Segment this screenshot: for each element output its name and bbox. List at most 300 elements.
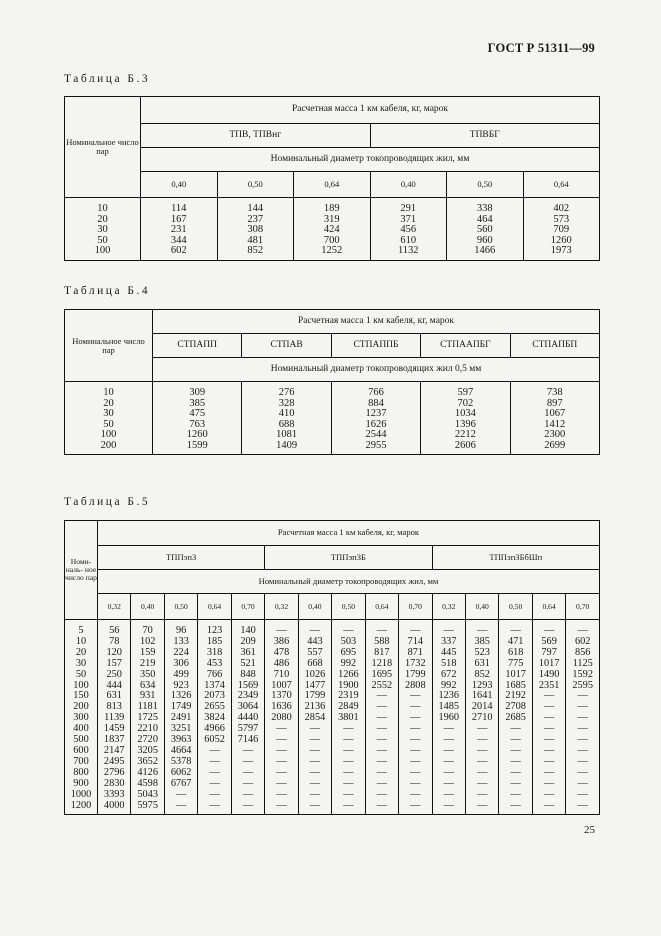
mass-value-cell: — [298, 801, 331, 815]
mass-value-cell: — [332, 735, 365, 746]
pair-count-cell: 900 [65, 779, 98, 790]
mass-value-cell: 2319 [332, 691, 365, 702]
pair-count-cell: 1200 [65, 801, 98, 815]
mass-value-cell: 371 [370, 215, 447, 226]
col-nominal-pairs: Номи- наль- ное число пар [65, 521, 98, 620]
mass-value-cell: — [532, 735, 565, 746]
mass-value-cell: 2495 [98, 757, 131, 768]
mass-value-cell: — [566, 620, 600, 637]
table-row [65, 409, 600, 420]
mass-value-cell: 848 [231, 670, 264, 681]
mass-value-cell: 631 [465, 659, 498, 670]
mass-value-cell: 597 [421, 382, 510, 399]
table-b5 [64, 520, 600, 815]
mass-value-cell: — [198, 790, 231, 801]
brand-header: ТППэпЗБбШп [432, 546, 599, 570]
mass-value-cell: — [399, 790, 432, 801]
mass-value-cell: — [399, 757, 432, 768]
table-row [65, 801, 600, 815]
mass-value-cell: 1477 [298, 681, 331, 692]
mass-value-cell: 884 [331, 399, 420, 410]
mass-value-cell: 231 [141, 225, 218, 236]
mass-value-cell: — [399, 713, 432, 724]
mass-value-cell: 1218 [365, 659, 398, 670]
table-b3 [64, 96, 600, 261]
brand-header: ТПВБГ [370, 124, 600, 148]
pair-count-cell: 700 [65, 757, 98, 768]
mass-value-cell: — [566, 757, 600, 768]
table-row [65, 420, 600, 431]
mass-value-cell: 1485 [432, 702, 465, 713]
col-nominal-pairs: Номинальное число пар [65, 97, 141, 198]
mass-value-cell: 3824 [198, 713, 231, 724]
mass-value-cell: 2710 [465, 713, 498, 724]
mass-value-cell: 797 [532, 648, 565, 659]
mass-value-cell: 1181 [131, 702, 164, 713]
mass-value-cell: 3064 [231, 702, 264, 713]
mass-value-cell: 481 [217, 236, 294, 247]
mass-value-cell: 2955 [331, 441, 420, 455]
mass-value-cell: — [198, 757, 231, 768]
mass-value-cell: 4966 [198, 724, 231, 735]
pair-count-cell: 10 [65, 382, 153, 399]
diameter-header: 0,64 [365, 594, 398, 620]
mass-value-cell: 1266 [332, 670, 365, 681]
mass-value-cell: 992 [332, 659, 365, 670]
mass-value-cell: 3251 [164, 724, 197, 735]
mass-value-cell: 2192 [499, 691, 532, 702]
mass-value-cell: — [365, 713, 398, 724]
pair-count-cell: 10 [65, 198, 141, 215]
mass-value-cell: 2830 [98, 779, 131, 790]
pair-count-cell: 30 [65, 659, 98, 670]
mass-value-cell: 813 [98, 702, 131, 713]
mass-value-cell: 385 [153, 399, 242, 410]
mass-value-cell: — [231, 790, 264, 801]
diameter-header: 0,40 [141, 172, 218, 198]
mass-value-cell: — [265, 620, 298, 637]
table-b4-caption: Таблица Б.4 [64, 285, 151, 297]
diameter-header: 0,70 [566, 594, 600, 620]
diameter-header: 0,50 [217, 172, 294, 198]
mass-value-cell: — [465, 620, 498, 637]
mass-value-cell: — [198, 779, 231, 790]
mass-value-cell: 189 [294, 198, 371, 215]
mass-value-cell: 3963 [164, 735, 197, 746]
mass-value-cell: 4664 [164, 746, 197, 757]
mass-value-cell: — [164, 790, 197, 801]
table-b3-body [65, 198, 600, 261]
mass-value-cell: — [332, 768, 365, 779]
mass-value-cell: 702 [421, 399, 510, 410]
mass-value-cell: 219 [131, 659, 164, 670]
mass-value-cell: 610 [370, 236, 447, 247]
diameter-header: 0,64 [198, 594, 231, 620]
mass-value-cell: 1490 [532, 670, 565, 681]
diameter-label: Номинальный диаметр токопроводящих жил 0,5 мм [153, 358, 600, 382]
pair-count-cell: 200 [65, 702, 98, 713]
mass-value-cell: — [465, 735, 498, 746]
diameter-header: 0,70 [231, 594, 264, 620]
mass-value-cell: — [566, 768, 600, 779]
mass-value-cell: 144 [217, 198, 294, 215]
mass-value-cell: — [532, 702, 565, 713]
table-b3-caption: Таблица Б.3 [64, 73, 151, 85]
mass-value-cell: — [265, 801, 298, 815]
mass-value-cell: 714 [399, 637, 432, 648]
mass-value-cell: 5043 [131, 790, 164, 801]
mass-value-cell: — [265, 790, 298, 801]
mass-value-cell: 1396 [421, 420, 510, 431]
mass-value-cell: 2655 [198, 702, 231, 713]
mass-value-cell: — [399, 691, 432, 702]
pair-count-cell: 100 [65, 246, 141, 260]
diameter-header: 0,40 [370, 172, 447, 198]
mass-value-cell: 631 [98, 691, 131, 702]
mass-value-cell: 2073 [198, 691, 231, 702]
mass-value-cell: — [332, 801, 365, 815]
mass-value-cell: — [231, 801, 264, 815]
mass-value-cell: 2300 [510, 430, 599, 441]
mass-value-cell: 1017 [499, 670, 532, 681]
mass-value-cell: 557 [298, 648, 331, 659]
mass-value-cell: — [465, 779, 498, 790]
mass-value-cell: 2080 [265, 713, 298, 724]
mass-value-cell: 444 [98, 681, 131, 692]
diameter-label: Номинальный диаметр токопроводящих жил, мм [98, 570, 600, 594]
mass-value-cell: — [399, 702, 432, 713]
mass-value-cell: 766 [331, 382, 420, 399]
diameter-header: 0,40 [298, 594, 331, 620]
mass-value-cell: 1459 [98, 724, 131, 735]
mass-value-cell: 1960 [432, 713, 465, 724]
mass-value-cell: — [365, 724, 398, 735]
mass-value-cell: 70 [131, 620, 164, 637]
pair-count-cell: 50 [65, 670, 98, 681]
mass-value-cell: — [399, 620, 432, 637]
mass-value-cell: 102 [131, 637, 164, 648]
mass-value-cell: — [265, 724, 298, 735]
mass-value-cell: — [532, 746, 565, 757]
diameter-header: 0,50 [332, 594, 365, 620]
mass-value-cell: 2685 [499, 713, 532, 724]
mass-value-cell: — [566, 702, 600, 713]
mass-value-cell: 1132 [370, 246, 447, 260]
mass-value-cell: — [499, 757, 532, 768]
pair-count-cell: 600 [65, 746, 98, 757]
mass-value-cell: 308 [217, 225, 294, 236]
mass-value-cell: — [566, 790, 600, 801]
mass-value-cell: 1236 [432, 691, 465, 702]
mass-value-cell: — [532, 757, 565, 768]
mass-value-cell: 1034 [421, 409, 510, 420]
table-title: Расчетная масса 1 км кабеля, кг, марок [153, 310, 600, 334]
mass-value-cell: 3393 [98, 790, 131, 801]
pair-count-cell: 30 [65, 225, 141, 236]
mass-value-cell: — [265, 779, 298, 790]
mass-value-cell: — [298, 790, 331, 801]
table-row [65, 620, 600, 637]
mass-value-cell: 309 [153, 382, 242, 399]
diameter-header: 0,64 [294, 172, 371, 198]
mass-value-cell: 775 [499, 659, 532, 670]
mass-value-cell: — [566, 735, 600, 746]
mass-value-cell: 1139 [98, 713, 131, 724]
mass-value-cell: — [532, 620, 565, 637]
mass-value-cell: 410 [242, 409, 331, 420]
document-standard-header: ГОСТ Р 51311—99 [487, 41, 595, 55]
mass-value-cell: 856 [566, 648, 600, 659]
brand-header: ТПВ, ТПВнг [141, 124, 371, 148]
pair-count-cell: 200 [65, 441, 153, 455]
brand-header: ТППэпЗ [98, 546, 265, 570]
mass-value-cell: 123 [198, 620, 231, 637]
table-row [65, 430, 600, 441]
mass-value-cell: 2796 [98, 768, 131, 779]
mass-value-cell: 923 [164, 681, 197, 692]
mass-value-cell: 276 [242, 382, 331, 399]
mass-value-cell: — [399, 779, 432, 790]
table-b5-body [65, 620, 600, 815]
mass-value-cell: — [231, 746, 264, 757]
mass-value-cell: 159 [131, 648, 164, 659]
mass-value-cell: — [399, 724, 432, 735]
mass-value-cell: 1973 [523, 246, 600, 260]
mass-value-cell: 338 [447, 198, 524, 215]
mass-value-cell: 2720 [131, 735, 164, 746]
mass-value-cell: 6062 [164, 768, 197, 779]
mass-value-cell: — [532, 779, 565, 790]
table-row [65, 399, 600, 410]
mass-value-cell: 1641 [465, 691, 498, 702]
diameter-header: 0,32 [432, 594, 465, 620]
pair-count-cell: 150 [65, 691, 98, 702]
brand-header: СТПАППБ [331, 334, 420, 358]
mass-value-cell: 2349 [231, 691, 264, 702]
diameter-header: 0,64 [532, 594, 565, 620]
mass-value-cell: — [265, 735, 298, 746]
mass-value-cell: — [231, 757, 264, 768]
mass-value-cell: — [298, 724, 331, 735]
mass-value-cell: 478 [265, 648, 298, 659]
mass-value-cell: 2808 [399, 681, 432, 692]
mass-value-cell: — [198, 746, 231, 757]
mass-value-cell: 385 [465, 637, 498, 648]
mass-value-cell: — [332, 746, 365, 757]
mass-value-cell: 2351 [532, 681, 565, 692]
mass-value-cell: 1260 [153, 430, 242, 441]
brand-header: ТППэпЗБ [265, 546, 432, 570]
mass-value-cell: 5378 [164, 757, 197, 768]
pair-count-cell: 50 [65, 420, 153, 431]
mass-value-cell: — [365, 779, 398, 790]
mass-value-cell: — [399, 768, 432, 779]
mass-value-cell: 7146 [231, 735, 264, 746]
pair-count-cell: 100 [65, 681, 98, 692]
table-row [65, 659, 600, 670]
mass-value-cell: 672 [432, 670, 465, 681]
mass-value-cell: 710 [265, 670, 298, 681]
mass-value-cell: 337 [432, 637, 465, 648]
mass-value-cell: — [499, 620, 532, 637]
mass-value-cell: — [532, 713, 565, 724]
mass-value-cell: 2552 [365, 681, 398, 692]
mass-value-cell: — [432, 757, 465, 768]
mass-value-cell: — [332, 620, 365, 637]
mass-value-cell: 588 [365, 637, 398, 648]
mass-value-cell: 1007 [265, 681, 298, 692]
mass-value-cell: 852 [217, 246, 294, 260]
mass-value-cell: 464 [447, 215, 524, 226]
mass-value-cell: 817 [365, 648, 398, 659]
mass-value-cell: 518 [432, 659, 465, 670]
table-row [65, 198, 600, 215]
mass-value-cell: — [365, 746, 398, 757]
diameter-header: 0,70 [399, 594, 432, 620]
mass-value-cell: 133 [164, 637, 197, 648]
mass-value-cell: 1837 [98, 735, 131, 746]
mass-value-cell: 897 [510, 399, 599, 410]
mass-value-cell: 3801 [332, 713, 365, 724]
diameter-header: 0,50 [447, 172, 524, 198]
table-title: Расчетная масса 1 км кабеля, кг, марок [98, 521, 600, 546]
mass-value-cell: 560 [447, 225, 524, 236]
mass-value-cell: 499 [164, 670, 197, 681]
mass-value-cell: 6052 [198, 735, 231, 746]
mass-value-cell: 350 [131, 670, 164, 681]
mass-value-cell: 1067 [510, 409, 599, 420]
mass-value-cell: — [399, 801, 432, 815]
mass-value-cell: 1370 [265, 691, 298, 702]
mass-value-cell: 1374 [198, 681, 231, 692]
mass-value-cell: 140 [231, 620, 264, 637]
mass-value-cell: — [532, 768, 565, 779]
table-row [65, 382, 600, 399]
mass-value-cell: 318 [198, 648, 231, 659]
mass-value-cell: 2544 [331, 430, 420, 441]
pair-count-cell: 50 [65, 236, 141, 247]
mass-value-cell: 78 [98, 637, 131, 648]
mass-value-cell: 224 [164, 648, 197, 659]
mass-value-cell: 56 [98, 620, 131, 637]
mass-value-cell: 120 [98, 648, 131, 659]
mass-value-cell: 2606 [421, 441, 510, 455]
mass-value-cell: 486 [265, 659, 298, 670]
mass-value-cell: 471 [499, 637, 532, 648]
mass-value-cell: — [265, 768, 298, 779]
diameter-header: 0,64 [523, 172, 600, 198]
mass-value-cell: — [465, 801, 498, 815]
mass-value-cell: 1732 [399, 659, 432, 670]
mass-value-cell: 185 [198, 637, 231, 648]
mass-value-cell: 2854 [298, 713, 331, 724]
mass-value-cell: 1799 [298, 691, 331, 702]
mass-value-cell: 2014 [465, 702, 498, 713]
mass-value-cell: — [332, 779, 365, 790]
mass-value-cell: — [465, 757, 498, 768]
table-b4-body [65, 382, 600, 455]
table-row [65, 225, 600, 236]
mass-value-cell: 634 [131, 681, 164, 692]
mass-value-cell: — [298, 735, 331, 746]
mass-value-cell: 1695 [365, 670, 398, 681]
mass-value-cell: 668 [298, 659, 331, 670]
mass-value-cell: 766 [198, 670, 231, 681]
mass-value-cell: 523 [465, 648, 498, 659]
mass-value-cell: 602 [566, 637, 600, 648]
mass-value-cell: 1626 [331, 420, 420, 431]
mass-value-cell: — [432, 801, 465, 815]
mass-value-cell: — [365, 735, 398, 746]
brand-header: СТПАВ [242, 334, 331, 358]
mass-value-cell: 573 [523, 215, 600, 226]
mass-value-cell: — [399, 735, 432, 746]
mass-value-cell: 1081 [242, 430, 331, 441]
mass-value-cell: — [432, 724, 465, 735]
mass-value-cell: 1685 [499, 681, 532, 692]
mass-value-cell: 700 [294, 236, 371, 247]
pair-count-cell: 20 [65, 399, 153, 410]
mass-value-cell: — [365, 801, 398, 815]
mass-value-cell: 931 [131, 691, 164, 702]
pair-count-cell: 100 [65, 430, 153, 441]
mass-value-cell: — [365, 702, 398, 713]
mass-value-cell: 328 [242, 399, 331, 410]
mass-value-cell: 5797 [231, 724, 264, 735]
mass-value-cell: 960 [447, 236, 524, 247]
mass-value-cell: — [231, 768, 264, 779]
diameter-header: 0,40 [131, 594, 164, 620]
col-nominal-pairs: Номинальное число пар [65, 310, 153, 382]
diameter-header: 0,32 [98, 594, 131, 620]
mass-value-cell: 618 [499, 648, 532, 659]
mass-value-cell: 2147 [98, 746, 131, 757]
mass-value-cell: 1125 [566, 659, 600, 670]
mass-value-cell: — [499, 801, 532, 815]
mass-value-cell: 688 [242, 420, 331, 431]
brand-header: СТПАПБП [510, 334, 599, 358]
mass-value-cell: 157 [98, 659, 131, 670]
mass-value-cell: 1252 [294, 246, 371, 260]
mass-value-cell: 361 [231, 648, 264, 659]
mass-value-cell: 709 [523, 225, 600, 236]
brand-header: СТПАПП [153, 334, 242, 358]
mass-value-cell: 4126 [131, 768, 164, 779]
mass-value-cell: — [566, 713, 600, 724]
mass-value-cell: — [198, 768, 231, 779]
pair-count-cell: 300 [65, 713, 98, 724]
mass-value-cell: — [365, 790, 398, 801]
mass-value-cell: 402 [523, 198, 600, 215]
mass-value-cell: 1599 [153, 441, 242, 455]
mass-value-cell: 344 [141, 236, 218, 247]
mass-value-cell: — [164, 801, 197, 815]
mass-value-cell: 521 [231, 659, 264, 670]
mass-value-cell: 250 [98, 670, 131, 681]
mass-value-cell: 2136 [298, 702, 331, 713]
mass-value-cell: 503 [332, 637, 365, 648]
mass-value-cell: 2595 [566, 681, 600, 692]
mass-value-cell: — [532, 790, 565, 801]
table-row [65, 779, 600, 790]
mass-value-cell: — [465, 746, 498, 757]
pair-count-cell: 5 [65, 620, 98, 637]
mass-value-cell: — [298, 746, 331, 757]
pair-count-cell: 20 [65, 215, 141, 226]
mass-value-cell: — [566, 779, 600, 790]
mass-value-cell: 1326 [164, 691, 197, 702]
mass-value-cell: 1409 [242, 441, 331, 455]
